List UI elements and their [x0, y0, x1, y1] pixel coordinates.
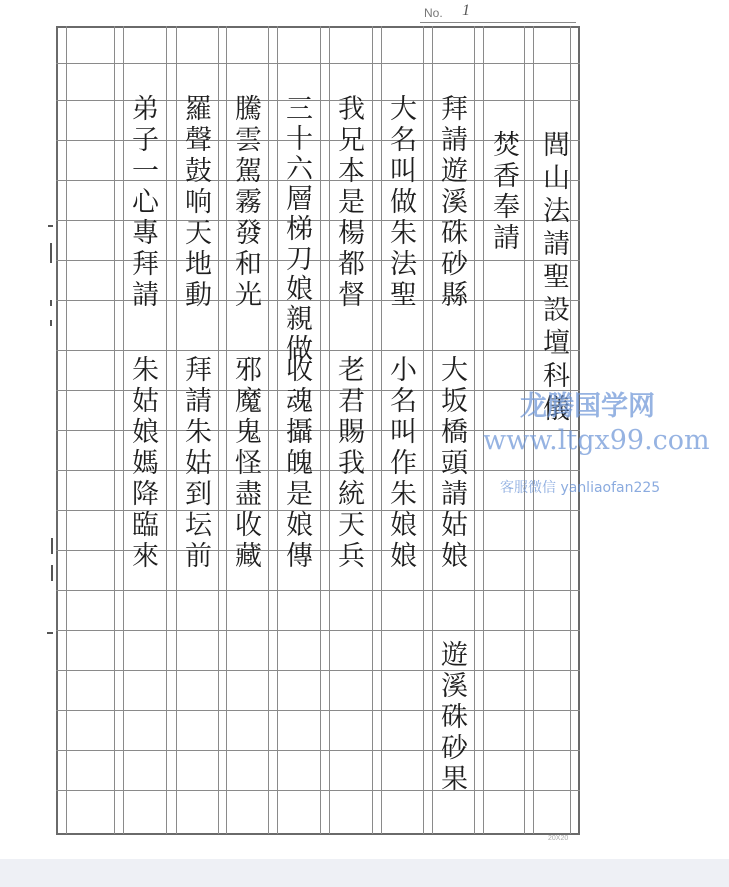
page-number-underline [420, 22, 576, 23]
text-column-line: 羅聲鼓响天地動 [180, 94, 211, 311]
text-column-line: 騰雲駕霧發和光 [230, 94, 261, 311]
grid-row-line [56, 63, 580, 64]
viewer-bottom-bar [0, 859, 729, 887]
text-column-line: 三十六層梯刀娘親做 [281, 94, 312, 364]
grid-row-line [56, 670, 580, 671]
page-number-value: 1 [462, 2, 470, 19]
margin-mark [50, 300, 52, 306]
text-column-line: 拜請遊溪硃砂縣 [436, 94, 467, 311]
grid-row-line [56, 710, 580, 711]
text-column-line: 朱姑娘媽降臨來 [127, 355, 158, 572]
text-column-line: 收魂攝魄是娘傳 [281, 355, 312, 572]
grid-border-top [56, 26, 580, 28]
grid-row-line [56, 790, 580, 791]
grid-border-bottom [56, 833, 580, 835]
text-column-line: 遊溪硃砂果 [436, 640, 467, 795]
grid-row-line [56, 590, 580, 591]
text-column-line: 邪魔鬼怪盡收藏 [230, 355, 261, 572]
text-column-line: 大坂橋頭請姑娘 [436, 355, 467, 572]
page-number-label: No. [424, 6, 443, 20]
margin-mark [51, 538, 53, 554]
text-column-line: 弟子一心專拜請 [127, 94, 158, 311]
text-column-line: 拜請朱姑到坛前 [180, 355, 211, 572]
grid-row-line [56, 350, 580, 351]
text-column-title: 閭山法請聖設壇科儀 [538, 130, 569, 427]
grid-row-line [56, 630, 580, 631]
text-column-line: 老君賜我統天兵 [333, 355, 364, 572]
margin-mark [51, 565, 53, 581]
grid-row-line [56, 750, 580, 751]
text-column-invocation: 焚香奉請 [488, 130, 519, 254]
watermark-site-name: 龙腾国学网 [520, 391, 655, 422]
text-column-line: 大名叫做朱法聖 [385, 94, 416, 311]
watermark-url: www.ltgx99.com [483, 425, 710, 456]
text-column-line: 我兄本是楊都督 [333, 94, 364, 311]
paper-format-stamp: 20X20 [548, 835, 569, 842]
margin-mark [50, 320, 52, 326]
watermark-contact: 客服微信 yanliaofan225 [500, 480, 661, 496]
text-column-line: 小名叫作朱娘娘 [385, 355, 416, 572]
margin-mark [48, 225, 53, 227]
margin-mark [47, 632, 53, 634]
margin-mark [50, 243, 52, 263]
